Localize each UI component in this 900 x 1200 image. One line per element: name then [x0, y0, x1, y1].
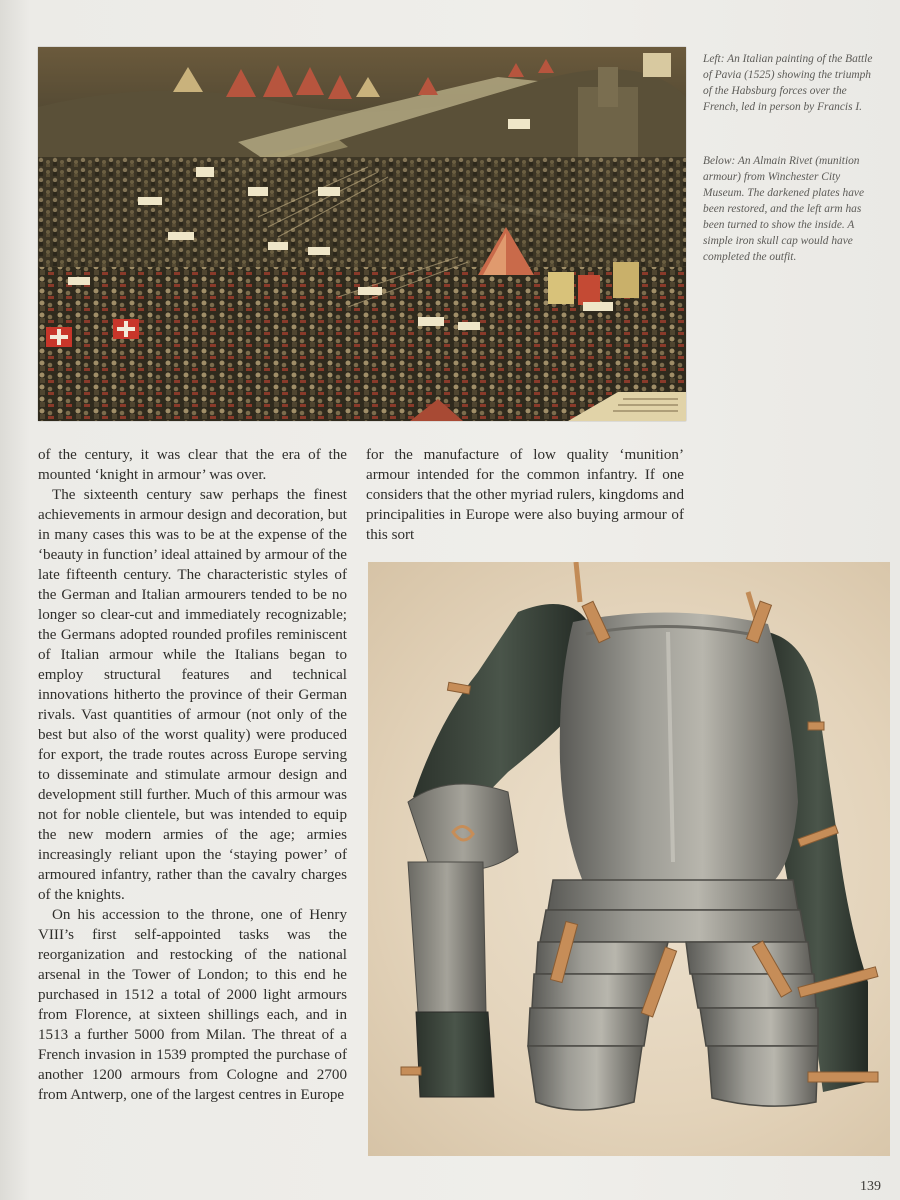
right-column — [366, 445, 684, 545]
page-number: 139 — [860, 1179, 881, 1194]
left-column — [38, 445, 347, 1105]
armour-caption: Below: An Almain Rivet (munition armour) from Winchester City Museum. The darkened plates have been restored, and the left arm has been turned to show the inside. A simple iron skull cap would have completed the outfit. — [703, 155, 865, 263]
paragraph-continued: of the century, it was clear that the era of the mounted ‘knight in armour’ was over. — [38, 447, 347, 483]
battle-of-pavia-painting — [38, 47, 686, 421]
almain-rivet-armour-photo — [368, 562, 890, 1156]
paragraph-munition: for the manufacture of low quality ‘munition’ armour intended for the common infantry. If one considers that the other myriad rulers, kingdoms and principalities in Europe were also buying armour of this sort — [366, 447, 684, 543]
painting-caption: Left: An Italian painting of the Battle of Pavia (1525) showing the triumph of the Habsburg forces over the French, led in person by Francis I. — [703, 53, 873, 113]
paragraph-sixteenth-century: The sixteenth century saw perhaps the finest achievements in armour design and decoration, but in many cases this was to be at the expense of the ‘beauty in function’ ideal attained by armour of the late fifteenth century. The characteristic styles of the German and Italian armourers tended to be no longer so clear-cut and immediately recognizable; the Germans adopted rounded profiles reminiscent of Italian armour while the Italians began to employ structural features and technical innovations hitherto the province of their German rivals. Vast quantities of armour (not only of the best but also of the worst quality) were produced for export, the trade routes across Europe serving to disseminate and stimulate armour design and development still further. Much of this armour was not for noble clientele, but was intended to equip the new modern armies of the age; armies increasingly reliant upon the ‘staying power’ of armoured infantry, rather than the cavalry charges of the knights. — [38, 487, 347, 903]
paragraph-henry-viii: On his accession to the throne, one of Henry VIII’s first self-appointed tasks was the reorganization and restocking of the national arsenal in the Tower of London; to this end he purchased in 1512 a total of 2000 light armours from Florence, at sixteen shillings each, and in 1513 a further 5000 from Milan. The threat of a French invasion in 1539 prompted the purchase of another 1200 armours from Cologne and 2700 from Antwerp, one of the largest centres in Europe — [38, 907, 347, 1103]
